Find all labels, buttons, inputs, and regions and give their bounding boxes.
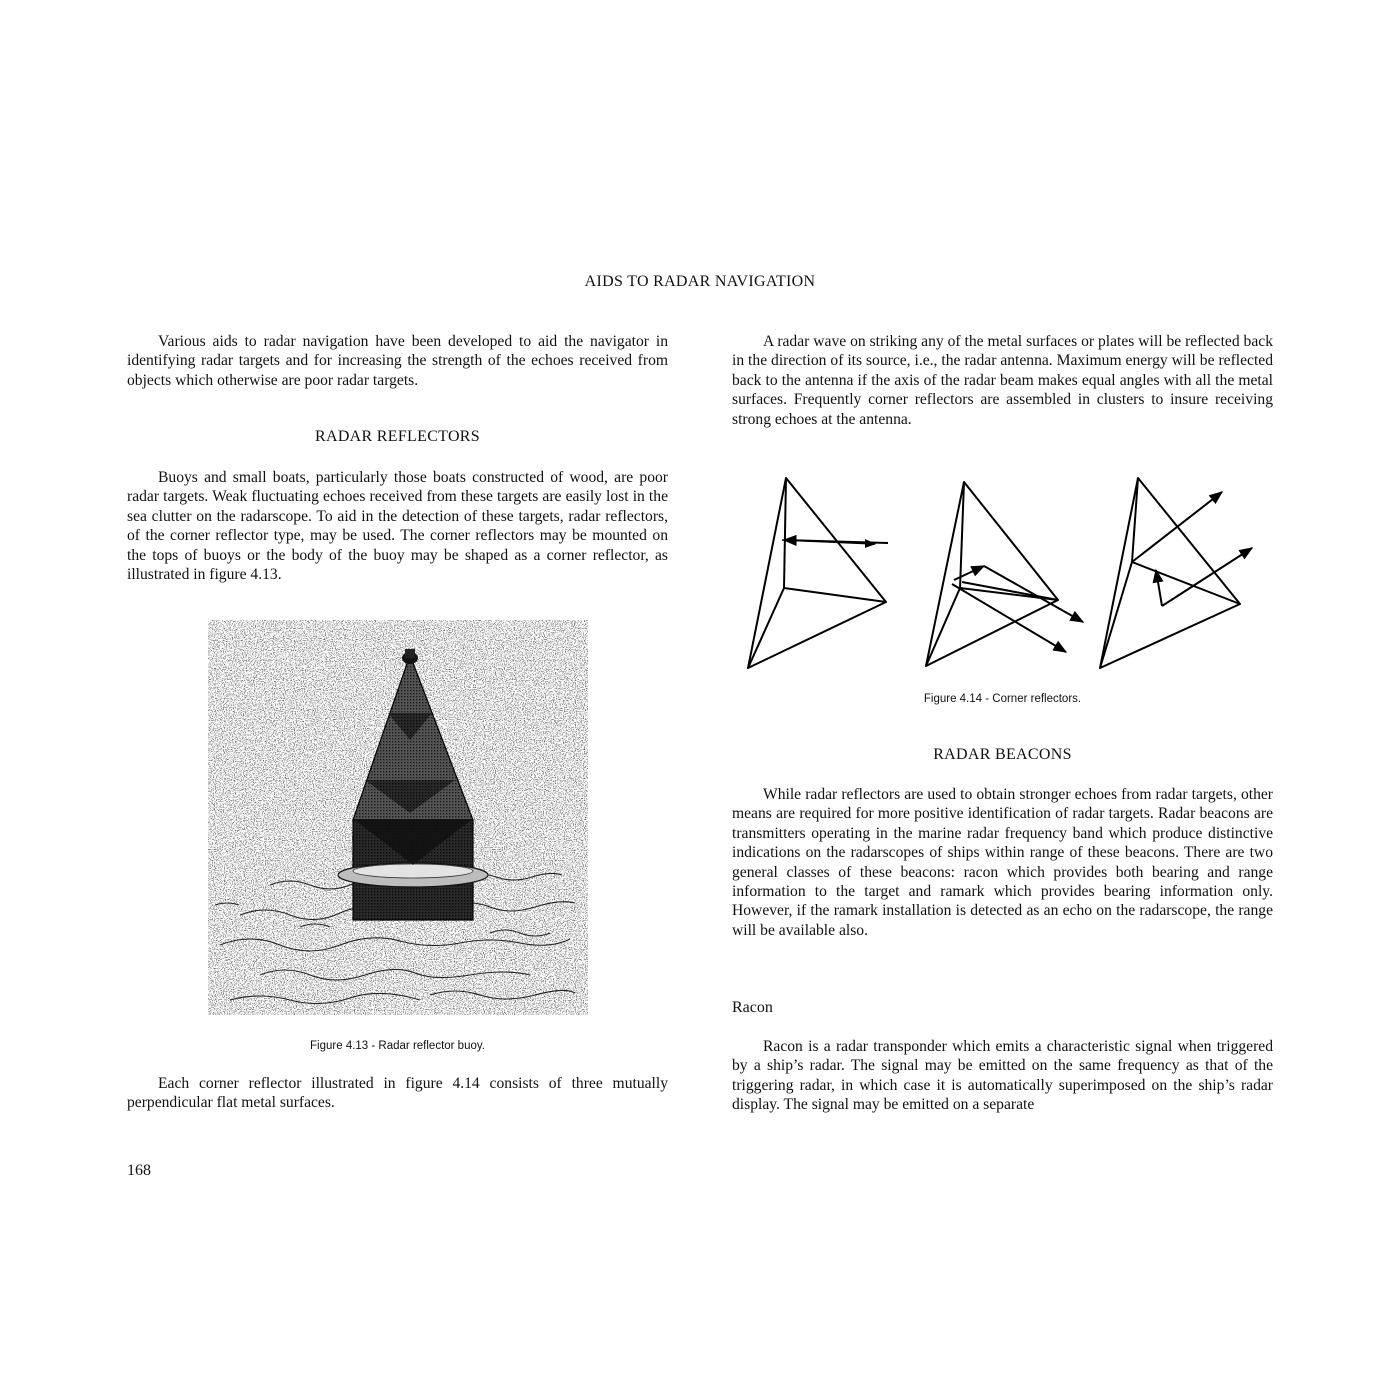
paragraph-text: Various aids to radar navigation have been developed to aid the navigator in identifying radar targets and for increasing the strength of the echoes received from objects which otherwise are poor radar targets. (127, 333, 668, 389)
left-intro-paragraph (127, 332, 668, 390)
radar-reflectors-heading: RADAR REFLECTORS (315, 428, 480, 445)
radar-reflector-buoy-figure (200, 615, 595, 1020)
racon-heading: Racon (732, 999, 773, 1016)
racon-paragraph (732, 1037, 1273, 1115)
radar-beacons-heading: RADAR BEACONS (933, 746, 1072, 763)
paragraph-text: A radar wave on striking any of the metal surfaces or plates will be reflected back in the direction of its source, i.e., the radar antenna. Maximum energy will be reflected back to the antenna if the axis of the radar beam makes equal angles with all the metal surfaces. Frequently corner reflectors are assembled in clusters to insure receiving strong echoes at the antenna. (732, 333, 1273, 428)
figure-4-13-caption: Figure 4.13 - Radar reflector buoy. (310, 1040, 485, 1052)
paragraph-text: While radar reflectors are used to obtain stronger echoes from radar targets, other means are required for more positive identification of radar targets. Radar beacons are transmitters operating in the marine radar frequency band which produce distinctive indications on the radarscopes of ships within range of these beacons. There are two general classes of these beacons: racon which provides both bearing and range information to the target and ramark which provides bearing information only. However, if the ramark installation is detected as an echo on the radarscope, the range will be available also. (732, 786, 1273, 939)
corner-reflector-3 (1100, 478, 1252, 668)
paragraph-text: Buoys and small boats, particularly those boats constructed of wood, are poor radar targets. Weak fluctuating echoes received from these targets are easily lost in the sea clutter on the radarscope. To aid in the detection of these targets, radar reflectors, of the corner reflector type, may be used. The corner reflectors may be mounted on the tops of buoys or the body of the buoy may be shaped as a corner reflector, as illustrated in figure 4.13. (127, 469, 668, 584)
radar-reflectors-paragraph (127, 468, 668, 584)
corner-reflector-1 (748, 478, 888, 668)
radar-beacons-paragraph (732, 785, 1273, 940)
left-after-figure-paragraph (127, 1074, 668, 1113)
page-header: AIDS TO RADAR NAVIGATION (584, 273, 816, 290)
figure-4-14-caption: Figure 4.14 - Corner reflectors. (923, 693, 1082, 705)
paragraph-text: Each corner reflector illustrated in figure 4.14 consists of three mutually perpendicular flat metal surfaces. (127, 1075, 668, 1112)
corner-reflector-2 (926, 482, 1083, 666)
page-number: 168 (127, 1162, 151, 1179)
corner-reflectors-figure (740, 470, 1260, 680)
right-intro-paragraph (732, 332, 1273, 429)
paragraph-text: Racon is a radar transponder which emits a characteristic signal when triggered by a ship’s radar. The signal may be emitted on the same frequency as that of the triggering radar, in which case it is automatically superimposed on the ship’s radar display. The signal may be emitted on a separate (732, 1038, 1273, 1114)
